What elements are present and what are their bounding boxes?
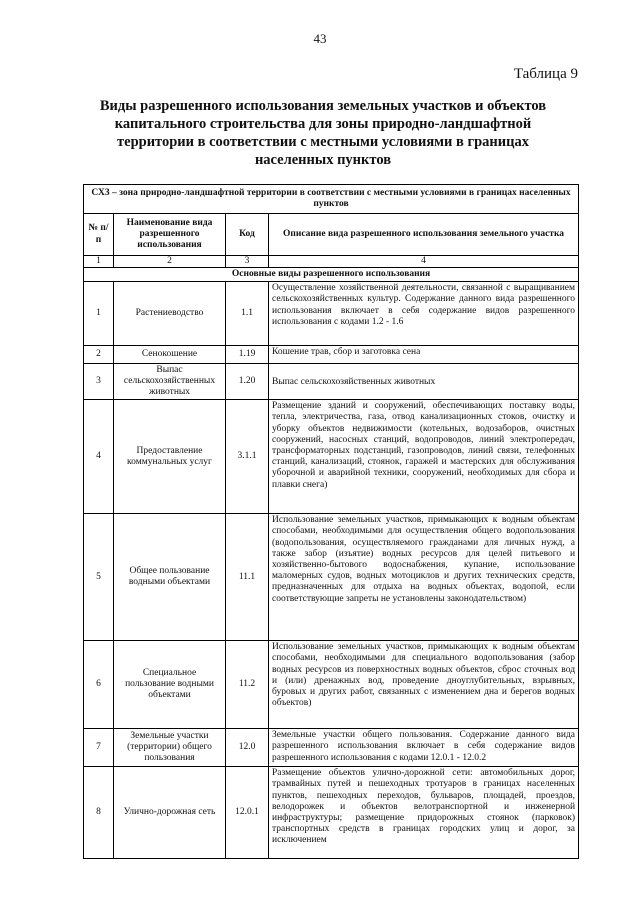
row-name: Растениеводство: [114, 282, 226, 346]
row-name: Выпас сельскохозяйственных животных: [114, 364, 226, 400]
row-code: 1.20: [226, 364, 269, 400]
land-use-table: [83, 184, 579, 859]
section-title: Основные виды разрешенного использования: [84, 268, 579, 282]
page-number: 43: [313, 31, 327, 46]
row-description: Размещение объектов улично-дорожной сети: автомобильных дорог, трамвайных путей и пешеходных тротуаров в границах населенных пунктов, пешеходных переходов, бульваров, площадей, проездов, велодорожек и объектов велотранспортной и инженерной инфраструктуры; размещение придорожных стоянок (парковок) транспортных средств в границах городских улиц и дорог, за исключением: [269, 767, 579, 859]
table-row: [84, 514, 579, 641]
row-code: 1.19: [226, 346, 269, 364]
row-number: 8: [84, 767, 114, 859]
row-number: 6: [84, 641, 114, 729]
zone-header: СХ3 – зона природно-ландшафтной территории в соответствии с местными условиями в границах населенных пунктов: [84, 185, 579, 214]
row-description: Использование земельных участков, примыкающих к водным объектам способами, необходимыми для осуществления общего водопользования (водопользования, осуществляемого гражданами для личных нужд, а также забор (изъятие) водных ресурсов для целей питьевого и хозяйственно-бытового водоснабжения, купание, использование маломерных судов, водных мотоциклов и других технических средств, предназначенных для отдыха на водных объектах, водопой, если соответствующие запреты не установлены законодательством): [269, 514, 579, 641]
table-row: [84, 364, 579, 400]
section-row: [84, 268, 579, 282]
col-header-number: № п/п: [84, 214, 114, 256]
row-code: 12.0.1: [226, 767, 269, 859]
zone-header-row: [84, 185, 579, 214]
row-number: 3: [84, 364, 114, 400]
column-number-row: [84, 256, 579, 268]
table-row: [84, 641, 579, 729]
row-code: 1.1: [226, 282, 269, 346]
row-description: Выпас сельскохозяйственных животных: [269, 364, 579, 400]
row-name: Предоставление коммунальных услуг: [114, 400, 226, 514]
document-title: Виды разрешенного использования земельных участков и объектов капитального строительства для зоны природно-ландшафтной территории в соответствии с местными условиями в границах населенных пунктов: [99, 98, 547, 168]
row-description: Использование земельных участков, примыкающих к водным объектам способами, необходимыми для специального водопользования (забор водных ресурсов из поверхностных водных объектов, сброс сточных вод и (или) дренажных вод, проведение дноуглубительных, взрывных, буровых и других работ, связанных с изменением дна и берегов водных объектов): [269, 641, 579, 729]
row-name: Улично-дорожная сеть: [114, 767, 226, 859]
row-description: Осуществление хозяйственной деятельности, связанной с выращиванием сельскохозяйственных культур. Содержание данного вида разрешенного использования включает в себя содержание видов разрешенного использования с кодами 1.2 - 1.6: [269, 282, 579, 346]
col-number-4: 4: [269, 256, 579, 268]
col-number-3: 3: [226, 256, 269, 268]
row-number: 2: [84, 346, 114, 364]
col-number-2: 2: [114, 256, 226, 268]
row-number: 5: [84, 514, 114, 641]
table-label: Таблица 9: [513, 66, 578, 82]
row-code: 12.0: [226, 729, 269, 767]
row-name: Земельные участки (территории) общего пользования: [114, 729, 226, 767]
table-row: [84, 400, 579, 514]
row-description: Земельные участки общего пользования. Содержание данного вида разрешенного использования включает в себя содержание видов разрешенного использования с кодами 12.0.1 - 12.0.2: [269, 729, 579, 767]
row-name: Общее пользование водными объектами: [114, 514, 226, 641]
row-name: Специальное пользование водными объектами: [114, 641, 226, 729]
table-row: [84, 282, 579, 346]
row-code: 11.1: [226, 514, 269, 641]
col-header-code: Код: [226, 214, 269, 256]
col-header-description: Описание вида разрешенного использования земельного участка: [269, 214, 579, 256]
row-number: 7: [84, 729, 114, 767]
table-row: [84, 767, 579, 859]
row-number: 1: [84, 282, 114, 346]
row-name: Сенокошение: [114, 346, 226, 364]
col-header-name: Наименование вида разрешенного использования: [114, 214, 226, 256]
row-description: Размещение зданий и сооружений, обеспечивающих поставку воды, тепла, электричества, газа, отвод канализационных стоков, очистку и уборку объектов недвижимости (котельных, водозаборов, очистных сооружений, насосных станций, водопроводов, линий электропередач, трансформаторных подстанций, газопроводов, линий связи, телефонных станций, канализаций, стоянок, гаражей и мастерских для обслуживания уборочной и аварийной техники, сооружений, необходимых для сбора и плавки снега): [269, 400, 579, 514]
table-row: [84, 729, 579, 767]
table-row: [84, 346, 579, 364]
col-number-1: 1: [84, 256, 114, 268]
column-header-row: [84, 214, 579, 256]
row-code: 3.1.1: [226, 400, 269, 514]
row-description: Кошение трав, сбор и заготовка сена: [269, 346, 579, 364]
row-number: 4: [84, 400, 114, 514]
row-code: 11.2: [226, 641, 269, 729]
